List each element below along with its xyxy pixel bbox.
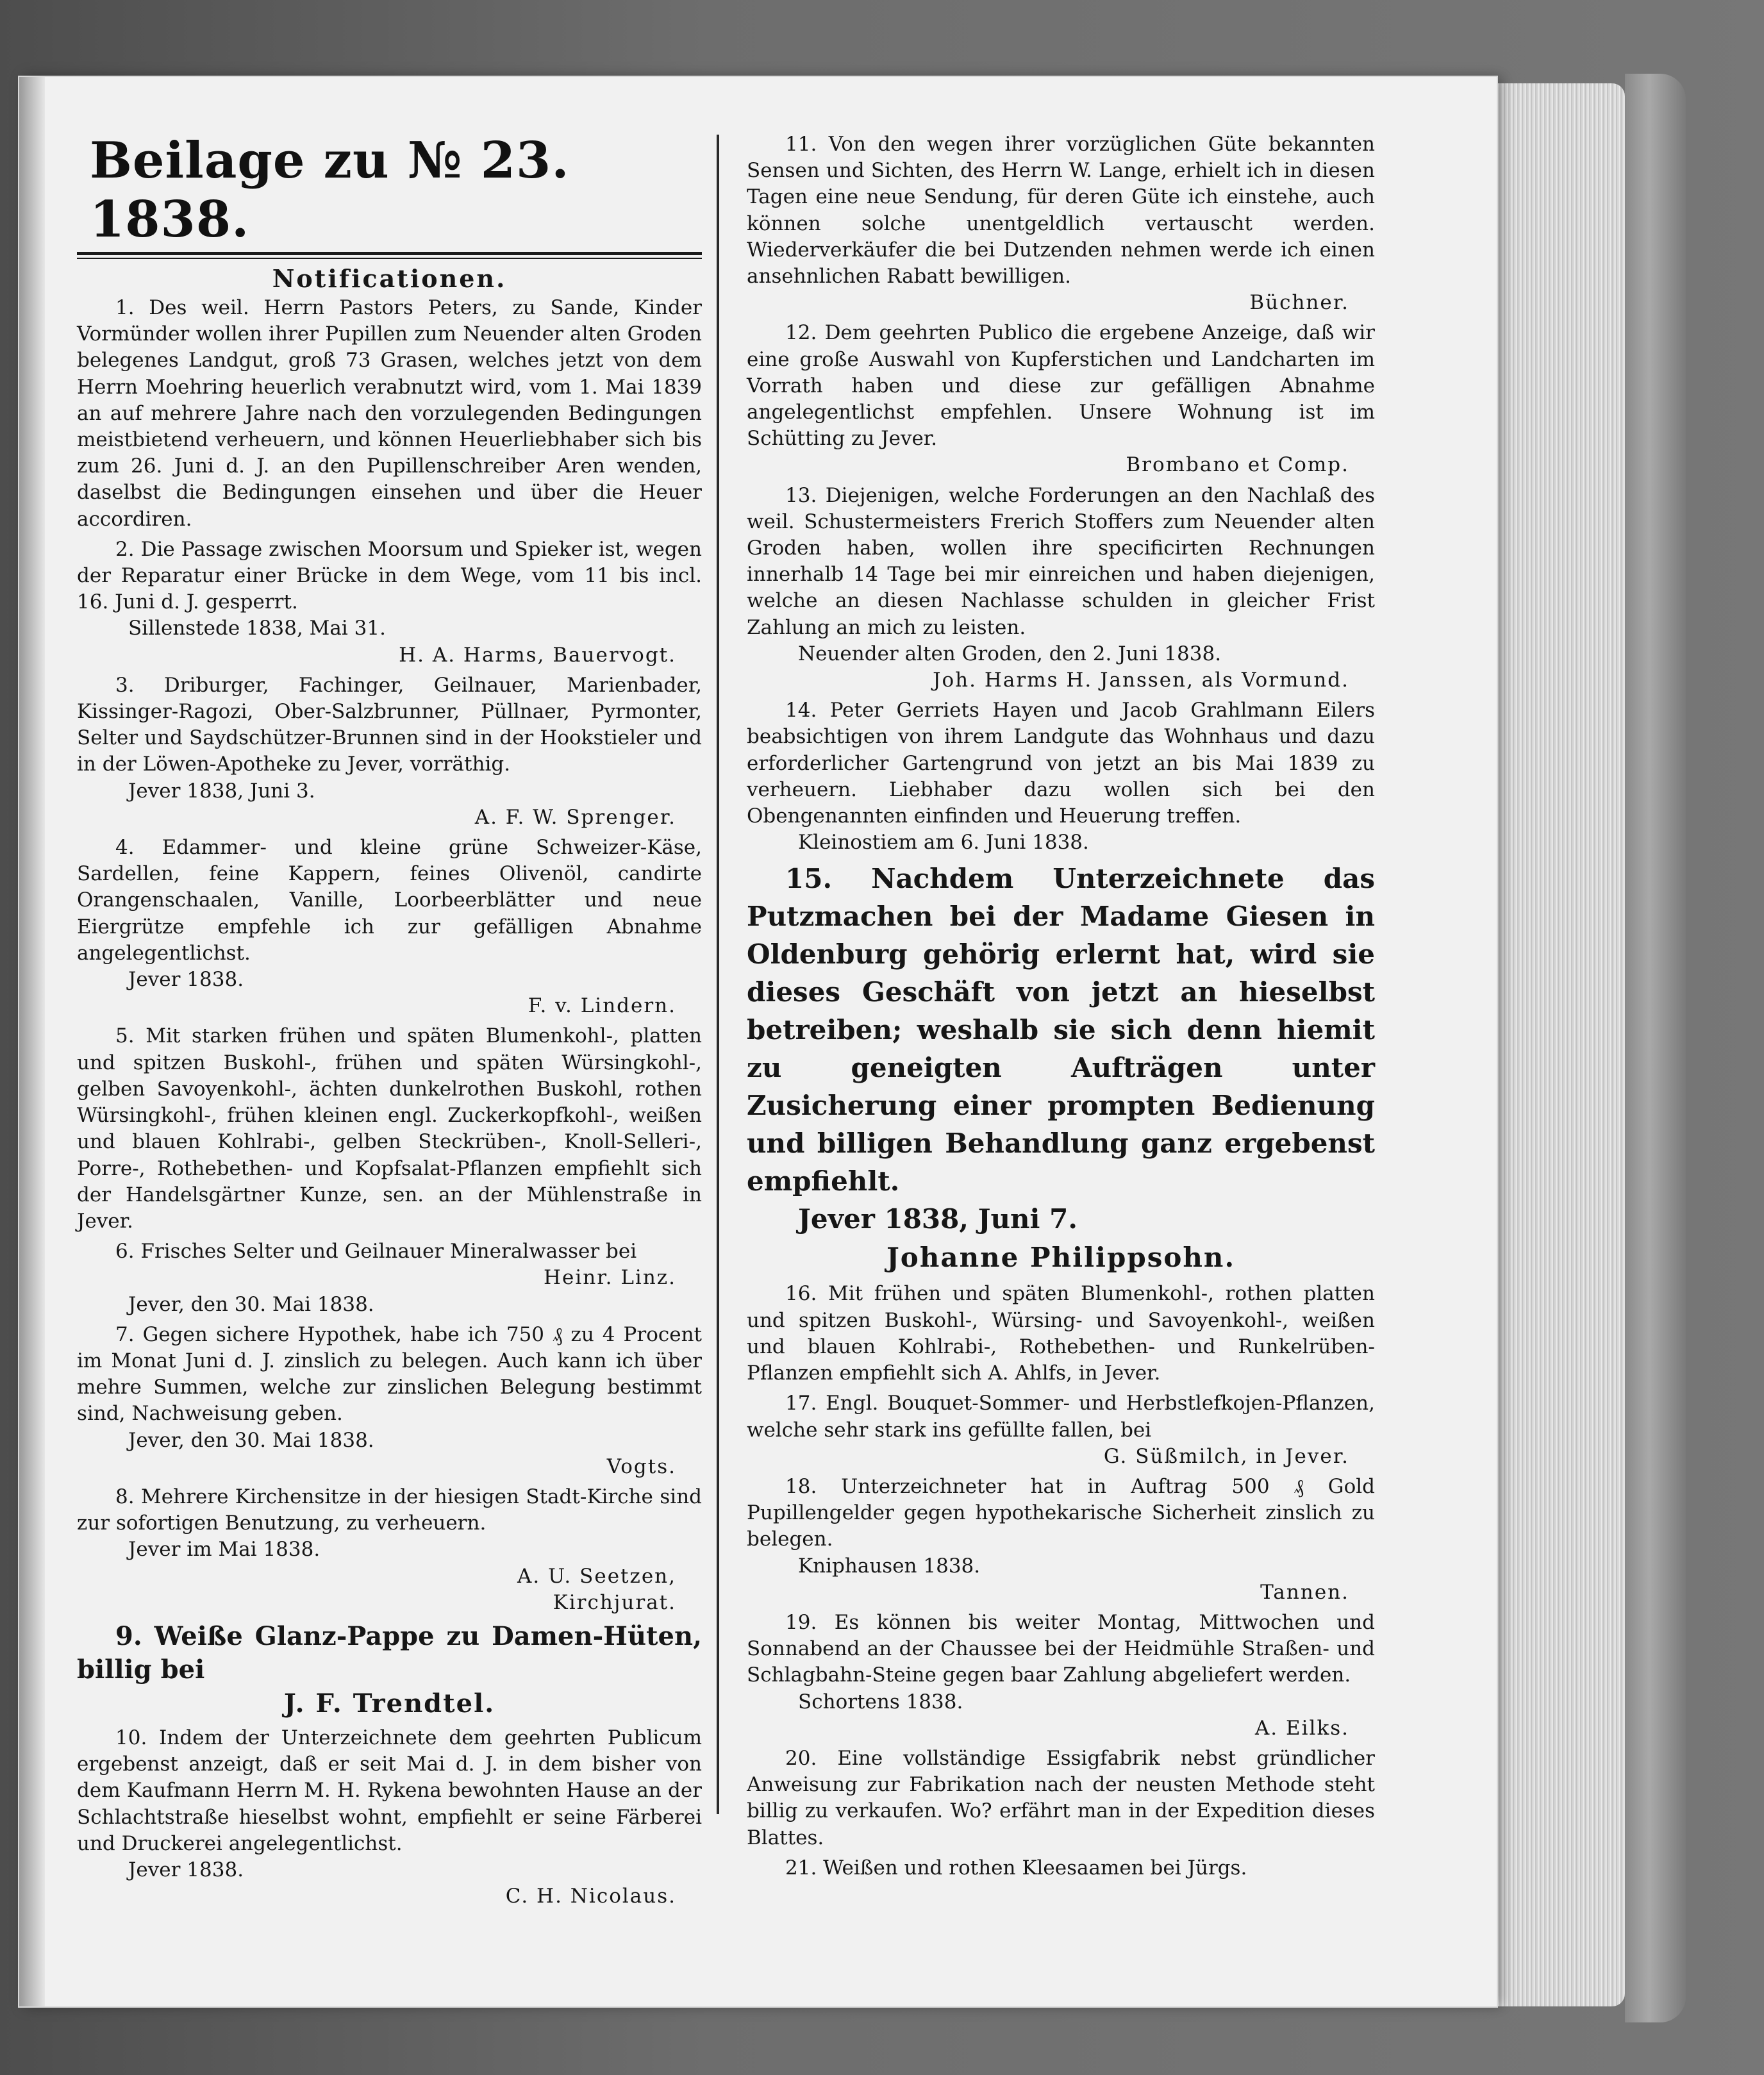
notice-entry	[747, 1855, 1375, 1881]
notice-entry	[77, 1484, 702, 1616]
notice-signature: G. Süßmilch, in Jever.	[1103, 1444, 1349, 1468]
notice-date: Kniphausen 1838.	[798, 1554, 981, 1578]
right-notices	[747, 131, 1375, 1881]
notice-entry	[747, 131, 1375, 316]
notice-text: 3. Driburger, Fachinger, Geilnauer, Marienbader, Kissinger-Ragozi, Ober-Salzbrunner, Püllnaer, Pyrmonter, Selter und Saydschützer-Brunnen sind in der Hookstieler und in der Löwen-Apotheke zu Jever, vorräthig.	[77, 673, 702, 776]
notice-signature: Vogts.	[606, 1454, 676, 1478]
notice-signature: Büchner.	[1249, 291, 1349, 315]
right-column	[747, 131, 1375, 1885]
notice-signature: Joh. Harms H. Janssen, als Vormund.	[933, 669, 1349, 692]
notice-date: Jever 1838.	[128, 1858, 244, 1881]
notice-text: 20. Eine vollständige Essigfabrik nebst gründlicher Anweisung zur Fabrikation nach der neusten Methode steht billig zu verkaufen. Wo? erfährt man in der Expedition dieses Blattes.	[747, 1746, 1375, 1849]
notice-date: Sillenstede 1838, Mai 31.	[128, 617, 386, 640]
notice-signature: F. v. Lindern.	[528, 994, 676, 1018]
notice-text: 9. Weiße Glanz-Pappe zu Damen-Hüten, billig bei	[77, 1621, 702, 1685]
notice-text: 10. Indem der Unterzeichnete dem geehrten Publicum ergebenst anzeigt, daß er seit Mai d. J. in dem bisher von dem Kaufmann Herrn M. H. Rykena bewohnten Hause an der Schlachtstraße hieselbst wohnt, empfiehlt er seine Färberei und Druckerei angelegentlichst.	[77, 1726, 702, 1855]
notice-entry	[747, 1610, 1375, 1742]
notice-signature-title: Kirchjurat.	[553, 1590, 676, 1614]
notice-entry	[77, 1620, 702, 1721]
page-stack-edge	[1497, 83, 1625, 2006]
notice-date: Jever 1838, Juni 7.	[798, 1203, 1078, 1235]
notice-text: 5. Mit starken frühen und späten Blumenkohl-, platten und spitzen Buskohl-, frühen und späten Würsingkohl-, gelben Savoyenkohl-, ächten dunkelrothen Buskohl, rothen Würsingkohl-, frühen kleinen engl. Zuckerkopfkohl-, weißen und blauen Kohlrabi-, gelben Steckrüben-, Knoll-Selleri-, Porre-, Rothebethen- und Kopfsalat-Pflanzen empfiehlt sich der Handelsgärtner Kunze, sen. an der Mühlenstraße in Jever.	[77, 1024, 702, 1233]
notice-date: Jever im Mai 1838.	[128, 1538, 320, 1562]
notice-entry	[747, 483, 1375, 694]
notice-date: Kleinostiem am 6. Juni 1838.	[798, 831, 1089, 854]
notice-date: Jever 1838, Juni 3.	[128, 779, 315, 803]
notice-text: 14. Peter Gerriets Hayen und Jacob Grahlmann Eilers beabsichtigen von ihrem Landgute das Wohnhaus und dazu erforderlicher Gartengrund von jetzt an bis Mai 1839 zu verheuern. Liebhaber dazu wollen sich bei den Obengenannten einfinden und Heuerung treffen.	[747, 699, 1375, 828]
notice-entry	[77, 1238, 702, 1318]
notice-signature: Tannen.	[1260, 1580, 1349, 1604]
notice-entry	[77, 1725, 702, 1910]
masthead-rule	[77, 252, 702, 259]
notice-text: 2. Die Passage zwischen Moorsum und Spieker ist, wegen der Reparatur einer Brücke in dem Wege, vom 11 bis incl. 16. Juni d. J. gesperrt.	[77, 537, 702, 614]
notice-entry	[77, 672, 702, 831]
notice-text: 4. Edammer- und kleine grüne Schweizer-Käse, Sardellen, feine Kappern, feines Olivenöl, candirte Orangenschaalen, Vanille, Loorbeerblätter und neue Eiergrütze empfehle ich zur gefälligen Abnahme angelegentlichst.	[77, 836, 702, 965]
notice-signature: A. F. W. Sprenger.	[474, 805, 676, 829]
notice-signature: C. H. Nicolaus.	[505, 1885, 676, 1908]
left-column	[77, 131, 702, 1913]
notice-entry	[77, 1322, 702, 1480]
notice-date: Jever 1838.	[128, 968, 244, 992]
notice-text: 1. Des weil. Herrn Pastors Peters, zu Sande, Kinder Vormünder wollen ihrer Pupillen zum Neuender alten Groden belegenes Landgut, groß 73 Grasen, welches jetzt von dem Herrn Moehring heuerlich verabnutzt wird, vom 1. Mai 1839 an auf mehrere Jahre nach den vorzulegenden Bedingungen meistbietend verheuern, und können Heuerliebhaber sich bis zum 26. Juni d. J. an den Pupillenschreiber Aren wenden, daselbst die Bedingungen einsehen und über die Heuer accordiren.	[77, 296, 702, 531]
notice-date: Neuender alten Groden, den 2. Juni 1838.	[798, 642, 1222, 665]
notice-text: 6. Frisches Selter und Geilnauer Mineralwasser bei	[115, 1240, 637, 1263]
notice-text: 21. Weißen und rothen Kleesaamen bei Jürgs.	[785, 1856, 1247, 1879]
notice-text: 12. Dem geehrten Publico die ergebene Anzeige, daß wir eine große Auswahl von Kupferstichen und Landcharten im Vorrath haben und diese zur gefälligen Abnahme angelegentlichst empfehlen. Unsere Wohnung ist im Schütting zu Jever.	[747, 321, 1375, 451]
notice-entry	[77, 835, 702, 1019]
notice-text: 15. Nachdem Unterzeichnete das Putzmachen bei der Madame Giesen in Oldenburg gehörig erlernt hat, wird sie dieses Geschäft von jetzt an hieselbst betreiben; weshalb sie sich denn hiemit zu geneigten Aufträgen unter Zusicherung einer prompten Bedienung und billigen Behandlung ganz ergebenst empfiehlt.	[747, 863, 1375, 1197]
notice-text: 11. Von den wegen ihrer vorzüglichen Güte bekannten Sensen und Sichten, des Herrn W. Lange, erhielt ich in diesen Tagen eine neue Sendung, für deren Güte ich einstehe, auch können solche unentgeldlich vertauscht werden. Wiederverkäufer die bei Dutzenden nehmen werde ich einen ansehnlichen Rabatt bewilligen.	[747, 133, 1375, 288]
notice-entry	[77, 537, 702, 669]
notice-signature: H. A. Harms, Bauervogt.	[399, 643, 676, 667]
notice-text: 8. Mehrere Kirchensitze in der hiesigen Stadt-Kirche sind zur sofortigen Benutzung, zu verheuern.	[77, 1485, 702, 1535]
notice-entry	[747, 860, 1375, 1277]
notice-text: 13. Diejenigen, welche Forderungen an den Nachlaß des weil. Schustermeisters Frerich Stoffers zum Neuender alten Groden haben, wollen ihre specificirten Rechnungen innerhalb 14 Tage bei mir einreichen und haben diejenigen, welche an diesen Nachlasse schulden in gleicher Frist Zahlung an mich zu leisten.	[747, 483, 1375, 639]
notice-entry	[747, 1281, 1375, 1387]
notice-signature: A. Eilks.	[1254, 1716, 1349, 1740]
left-notices	[77, 295, 702, 1910]
notice-entry	[747, 1390, 1375, 1470]
book-cover-edge	[1625, 74, 1686, 2022]
notice-entry	[77, 295, 702, 533]
notice-signature: J. F. Trendtel.	[283, 1688, 495, 1719]
binding-gutter	[19, 77, 45, 2006]
notice-text: 17. Engl. Bouquet-Sommer- und Herbstlefkojen-Pflanzen, welche sehr stark ins gefüllte fallen, bei	[747, 1392, 1375, 1442]
notice-entry	[77, 1023, 702, 1235]
masthead: Beilage zu № 23. 1838.	[90, 131, 570, 249]
notice-text: 18. Unterzeichneter hat in Auftrag 500 ₰ Gold Pupillengelder gegen hypothekarische Sicherheit zinslich zu belegen.	[747, 1474, 1375, 1551]
notice-entry	[747, 1474, 1375, 1606]
notice-date: Schortens 1838.	[798, 1690, 963, 1713]
notice-signature: Johanne Philippsohn.	[886, 1242, 1236, 1274]
section-title: Notificationen.	[272, 264, 507, 293]
notice-entry	[747, 1746, 1375, 1851]
notice-signature: Brombano et Comp.	[1126, 453, 1349, 477]
notice-date: Jever, den 30. Mai 1838.	[128, 1292, 374, 1316]
notice-entry	[747, 320, 1375, 478]
notice-text: 16. Mit frühen und späten Blumenkohl-, rothen platten und spitzen Buskohl-, Würsing- und Savoyenkohl-, weißen und blauen Kohlrabi-, Rothebethen- und Runkelrüben-Pflanzen empfiehlt sich A. Ahlfs, in Jever.	[747, 1282, 1375, 1385]
notice-date: Jever, den 30. Mai 1838.	[128, 1428, 374, 1452]
notice-text: 19. Es können bis weiter Montag, Mittwochen und Sonnabend an der Chaussee bei der Heidmühle Straßen- und Schlagbahn-Steine gegen baar Zahlung abgeliefert werden.	[747, 1610, 1375, 1687]
notice-text: 7. Gegen sichere Hypothek, habe ich 750 ₰ zu 4 Procent im Monat Juni d. J. zinslich zu belegen. Auch kann ich über mehre Summen, welche zur zinslichen Belegung bestimmt sind, Nachweisung geben.	[77, 1322, 702, 1426]
notice-signature: Heinr. Linz.	[543, 1266, 676, 1290]
notice-entry	[747, 697, 1375, 856]
column-rule	[717, 135, 719, 1814]
notice-signature: A. U. Seetzen,	[517, 1564, 676, 1588]
